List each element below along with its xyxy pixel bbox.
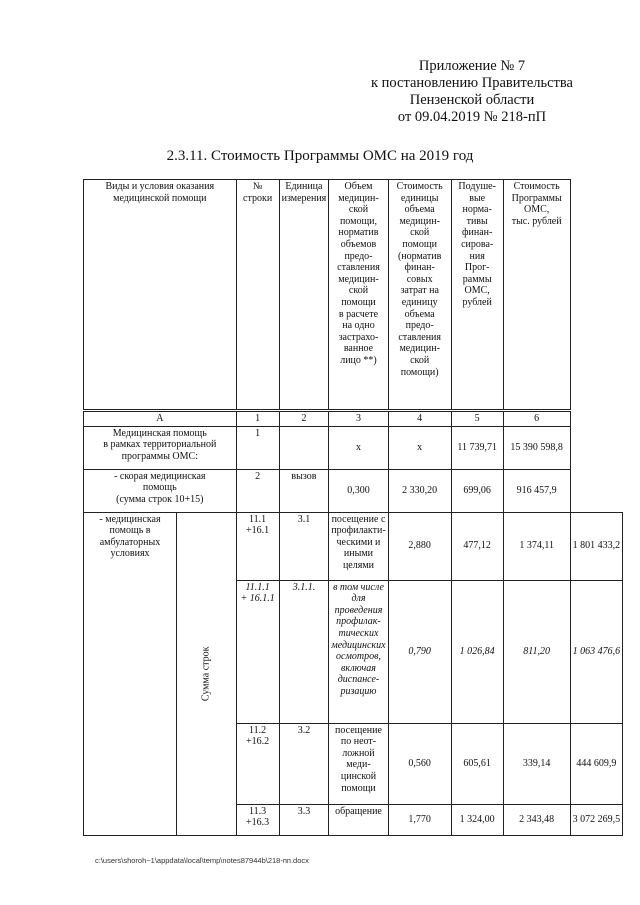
row-kind: Медицинская помощь в рамках территориальной программы ОМС:: [84, 426, 237, 469]
page-title: 2.3.11. Стоимость Программы ОМС на 2019 год: [166, 148, 474, 164]
row-sum-ref: 11.3 +16.3: [236, 804, 279, 835]
row-number: 1: [236, 426, 279, 469]
row-number: 3.2: [279, 723, 329, 804]
header-volume: Объем медицин- ской помощи, норматив объемов предо- ставления медицин- ской помощи в расчете на одно застрахо- ванное лицо **): [329, 180, 388, 411]
index-cell: 1: [236, 411, 279, 427]
row-per-capita: 1 374,11: [503, 512, 570, 580]
row-unit: обращение: [329, 804, 388, 835]
appendix-date: от 09.04.2019 № 218-пП: [397, 109, 547, 125]
row-volume: х: [329, 426, 388, 469]
header-unit: Единица измерения: [279, 180, 329, 411]
table-header-row: [84, 180, 623, 411]
row-total: 15 390 598,8: [503, 426, 570, 469]
index-cell: 4: [388, 411, 451, 427]
index-cell: 2: [279, 411, 329, 427]
header-row-no: № строки: [236, 180, 279, 411]
row-kind-ambulatory: - медицинская помощь в амбулаторных условиях: [84, 512, 177, 835]
row-volume: 0,300: [329, 469, 388, 512]
index-cell: 6: [503, 411, 570, 427]
row-total: 1 801 433,2: [570, 512, 623, 580]
row-total: 444 609,9: [570, 723, 623, 804]
appendix-decree: к постановлению Правительства: [371, 75, 573, 91]
appendix-block: [352, 58, 592, 126]
row-kind: - скорая медицинская помощь (сумма строк 10+15): [84, 469, 237, 512]
table-row: [84, 512, 623, 580]
table-row: [84, 426, 623, 469]
row-total: 916 457,9: [503, 469, 570, 512]
row-cost: 1 324,00: [451, 804, 503, 835]
file-path-footer: c:\users\shoroh~1\appdata\local\temp\notes87944b\218-пп.docx: [95, 856, 309, 865]
row-cost: 2 330,20: [388, 469, 451, 512]
row-total: 3 072 269,5: [570, 804, 623, 835]
sum-of-rows-text: Сумма строк: [200, 646, 212, 701]
sum-of-rows-label: [177, 512, 237, 835]
row-sum-ref: 11.1.1 + 16.1.1: [236, 580, 279, 723]
row-unit: посещение с профилакти- ческими и иными целями: [329, 512, 388, 580]
index-row: [84, 411, 623, 427]
row-cost: 605,61: [451, 723, 503, 804]
row-per-capita: 339,14: [503, 723, 570, 804]
row-cost: 477,12: [451, 512, 503, 580]
row-volume: 0,560: [388, 723, 451, 804]
row-number: 2: [236, 469, 279, 512]
header-per-capita: Подуше- вые норма- тивы финан- сирова- ния Прог- раммы ОМС, рублей: [451, 180, 503, 411]
row-number: 3.3: [279, 804, 329, 835]
row-cost: х: [388, 426, 451, 469]
row-per-capita: 811,20: [503, 580, 570, 723]
row-total: 1 063 476,6: [570, 580, 623, 723]
index-cell: 3: [329, 411, 388, 427]
appendix-title: Приложение № 7: [418, 58, 526, 74]
row-volume: 1,770: [388, 804, 451, 835]
row-volume: 0,790: [388, 580, 451, 723]
row-cost: 1 026,84: [451, 580, 503, 723]
header-cost-unit: Стоимость единицы объема медицин- ской помощи (норматив финан- совых затрат на единицу объема предо- ставления медицин- ской помощи): [388, 180, 451, 411]
row-per-capita: 11 739,71: [451, 426, 503, 469]
row-unit: в том числе для проведения профилак- тических медицинских осмотров, включая диспансе- ризацию: [329, 580, 388, 723]
index-cell: 5: [451, 411, 503, 427]
header-kind: Виды и условия оказания медицинской помощи: [84, 180, 237, 411]
appendix-region: Пензенской области: [409, 92, 535, 108]
row-number: 3.1.1.: [279, 580, 329, 723]
row-unit: вызов: [279, 469, 329, 512]
row-per-capita: 2 343,48: [503, 804, 570, 835]
table-row: [84, 469, 623, 512]
row-sum-ref: 11.1 +16.1: [236, 512, 279, 580]
row-volume: 2,880: [388, 512, 451, 580]
header-total-cost: Стоимость Программы ОМС, тыс. рублей: [503, 180, 570, 411]
row-per-capita: 699,06: [451, 469, 503, 512]
row-unit: [279, 426, 329, 469]
cost-table: [83, 179, 623, 836]
row-number: 3.1: [279, 512, 329, 580]
row-unit: посещение по неот- ложной меди- цинской помощи: [329, 723, 388, 804]
row-sum-ref: 11.2 +16.2: [236, 723, 279, 804]
index-cell: А: [84, 411, 237, 427]
